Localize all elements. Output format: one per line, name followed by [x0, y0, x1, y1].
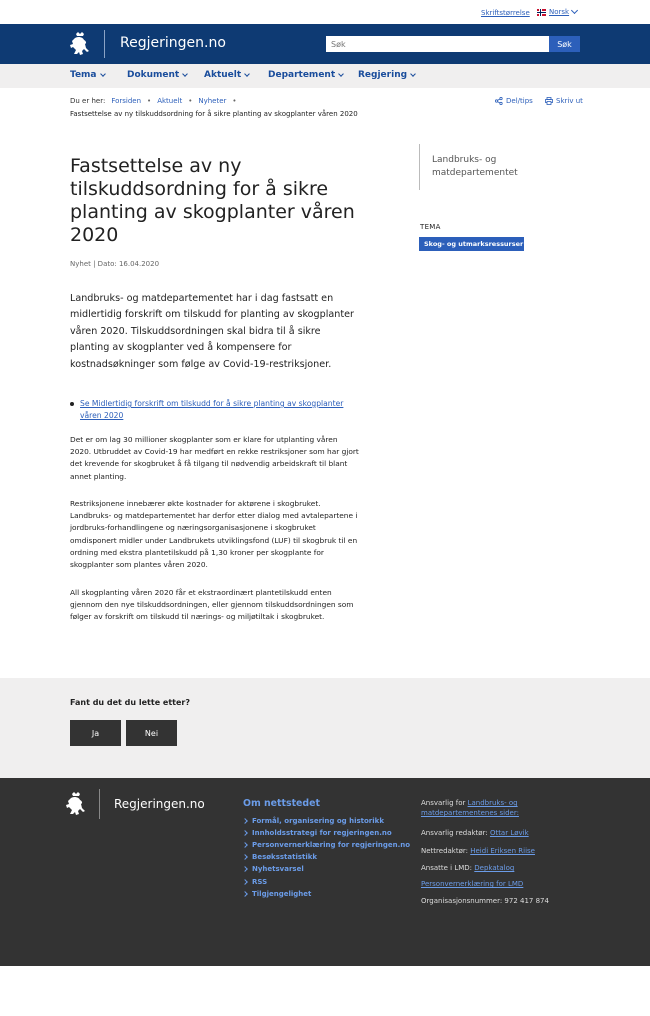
printer-icon — [545, 97, 553, 105]
chevron-right-icon — [242, 891, 248, 897]
footer-link[interactable] — [243, 827, 410, 839]
staff-link[interactable]: Depkatalog — [474, 864, 515, 872]
nav-item-aktuelt[interactable] — [204, 70, 249, 80]
footer-link-label: Besøksstatistikk — [252, 853, 318, 862]
privacy-info — [421, 879, 561, 889]
logo-divider — [104, 30, 105, 58]
search-button[interactable]: Søk — [549, 36, 580, 52]
lion-crest-icon[interactable] — [70, 32, 90, 56]
chevron-right-icon — [242, 854, 248, 860]
nav-item-regjering[interactable] — [358, 70, 415, 80]
responsible-link[interactable]: Landbruks- og matdepartementenes sider: — [421, 799, 519, 817]
staff-prefix: Ansatte i LMD: — [421, 864, 473, 872]
footer-link[interactable] — [243, 863, 410, 875]
share-label: Del/tips — [506, 97, 533, 105]
norway-flag-icon — [537, 9, 546, 16]
web-editor-info — [421, 846, 561, 856]
footer-link[interactable] — [243, 888, 410, 900]
breadcrumb-link-forsiden[interactable]: Forsiden — [111, 97, 142, 105]
feedback-question: Fant du det du lette etter? — [70, 698, 190, 707]
footer-link-list — [243, 815, 410, 900]
editor-info — [421, 828, 561, 838]
chevron-right-icon — [242, 830, 248, 836]
footer-heading: Om nettstedet — [243, 798, 320, 809]
print-link[interactable] — [545, 97, 583, 105]
footer-link-label: RSS — [252, 877, 268, 886]
footer-link-label: Formål, organisering og historikk — [252, 817, 384, 826]
department-label[interactable]: Landbruks- og matdepartementet — [419, 144, 539, 190]
tema-tag[interactable]: Skog- og utmarksressurser — [419, 237, 524, 251]
language-label: Norsk — [549, 8, 570, 16]
footer-link-label: Nyhetsvarsel — [252, 865, 304, 874]
nav-label: Departement — [268, 70, 336, 80]
text-size-link[interactable]: Skriftstørrelse — [481, 9, 530, 17]
footer-link-label: Tilgjengelighet — [252, 889, 312, 898]
site-footer — [0, 778, 650, 966]
nav-label: Dokument — [127, 70, 180, 80]
article-paragraph: Det er om lag 30 millioner skogplanter som er klare for utplanting våren 2020. Utbruddet av Covid-19 har medført en rekke restriksjoner som har gjort det krevende for skogbruket å få tilgang til nødvendig arbeidskraft til blant annet planting. — [70, 435, 359, 481]
privacy-link[interactable]: Personvernerklæring for LMD — [421, 880, 524, 888]
footer-link-label: Innholdsstrategi for regjeringen.no — [252, 829, 392, 838]
org-number: Organisasjonsnummer: 972 417 874 — [421, 897, 549, 905]
web-editor-prefix: Nettredaktør: — [421, 847, 468, 855]
breadcrumb-current: Fastsettelse av ny tilskuddsordning for å sikre planting av skogplanter våren 2020 — [70, 110, 358, 118]
nav-item-departement[interactable] — [268, 70, 343, 80]
nav-label: Tema — [70, 70, 97, 80]
logo-divider — [99, 789, 100, 819]
regulation-link[interactable]: Se Midlertidig forskrift om tilskudd for å sikre planting av skogplanter våren 2020 — [80, 399, 344, 420]
editor-link[interactable]: Ottar Løvik — [489, 829, 529, 837]
nav-label: Aktuelt — [204, 70, 242, 80]
search-input[interactable] — [326, 36, 549, 52]
yes-button[interactable]: Ja — [70, 720, 121, 746]
chevron-down-icon — [571, 7, 578, 14]
breadcrumb-separator: • — [232, 97, 237, 105]
responsible-prefix: Ansvarlig for — [421, 799, 466, 807]
print-label: Skriv ut — [556, 97, 583, 105]
web-editor-link[interactable]: Heidi Eriksen Riise — [470, 847, 535, 855]
page-title: Fastsettelse av ny tilskuddsordning for å sikre planting av skogplanter våren 2020 — [70, 155, 355, 246]
chevron-right-icon — [242, 879, 248, 885]
no-button[interactable]: Nei — [126, 720, 177, 746]
utility-bar — [0, 0, 650, 24]
footer-link[interactable] — [243, 815, 410, 827]
breadcrumb-separator: • — [147, 97, 152, 105]
footer-link[interactable] — [243, 851, 410, 863]
share-link[interactable] — [495, 97, 533, 105]
responsible-info — [421, 798, 561, 818]
chevron-down-icon — [338, 71, 344, 77]
breadcrumb — [70, 97, 237, 105]
lion-crest-icon[interactable] — [66, 792, 86, 816]
chevron-right-icon — [242, 867, 248, 873]
site-header — [0, 24, 650, 64]
main-navigation — [0, 64, 650, 88]
feedback-section — [0, 678, 650, 778]
breadcrumb-separator: • — [188, 97, 193, 105]
chevron-down-icon — [182, 71, 188, 77]
share-icon — [495, 97, 503, 105]
chevron-right-icon — [242, 818, 248, 824]
footer-link[interactable] — [243, 875, 410, 887]
editor-prefix: Ansvarlig redaktør: — [421, 829, 488, 837]
nav-item-tema[interactable] — [70, 70, 105, 80]
article-meta: Nyhet | Dato: 16.04.2020 — [70, 260, 160, 268]
list-item — [70, 398, 360, 422]
chevron-down-icon — [100, 71, 106, 77]
footer-link-label: Personvernerklæring for regjeringen.no — [252, 841, 411, 850]
staff-info — [421, 863, 561, 873]
chevron-right-icon — [242, 842, 248, 848]
article-lead: Landbruks- og matdepartementet har i dag fastsatt en midlertidig forskrift om tilskudd for planting av skogplanter våren 2020. Tilskuddsordningen skal bidra til å sikre planting av skogplanter ved å kompensere for kostnadsøkninger som følge av Covid-19-restriksjoner. — [70, 293, 354, 370]
nav-label: Regjering — [358, 70, 408, 80]
breadcrumb-link-aktuelt[interactable]: Aktuelt — [157, 97, 183, 105]
language-selector[interactable] — [537, 8, 577, 16]
bullet — [70, 402, 74, 406]
breadcrumb-prefix: Du er her: — [70, 97, 106, 105]
nav-item-dokument[interactable] — [127, 70, 187, 80]
article-paragraph: All skogplanting våren 2020 får et ekstraordinært plantetilskudd enten gjennom den nye tilskuddsordningen, eller gjennom tilskuddsordningen som følger av forskrift om tilskudd til nærings- og miljøtiltak i skogbruket. — [70, 588, 354, 622]
breadcrumb-link-nyheter[interactable]: Nyheter — [198, 97, 227, 105]
chevron-down-icon — [244, 71, 250, 77]
site-logo-text[interactable]: Regjeringen.no — [120, 35, 226, 51]
footer-link[interactable] — [243, 839, 410, 851]
tema-heading: TEMA — [420, 223, 441, 231]
article-paragraph: Restriksjonene innebærer økte kostnader for aktørene i skogbruket. Landbruks- og matdepartementet har derfor etter dialog med avtalepartene i jordbruks-forhandlingene og næringsorganisasjonene i skogbruket omdisponert midler under Landbrukets utviklingsfond (LUF) til skogbruk til en ordning med ekstra plantetilskudd på 1,30 kroner per skogplante for skogplanter som plantes våren 2020. — [70, 499, 358, 570]
footer-logo-text[interactable]: Regjeringen.no — [114, 797, 205, 811]
chevron-down-icon — [410, 71, 416, 77]
